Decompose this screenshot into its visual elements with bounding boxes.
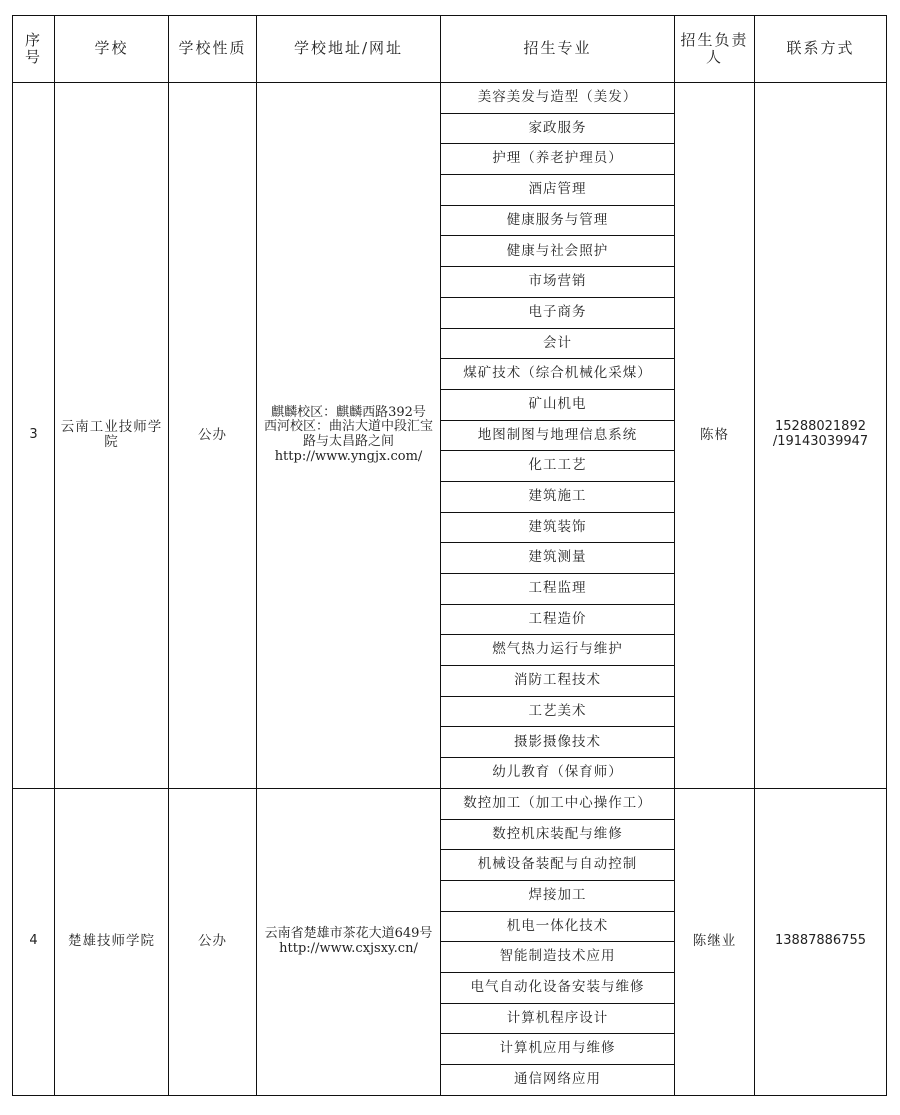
major-cell: 建筑装饰 xyxy=(441,512,675,543)
major-cell: 智能制造技术应用 xyxy=(441,942,675,973)
major-cell: 焊接加工 xyxy=(441,880,675,911)
major-cell: 会计 xyxy=(441,328,675,359)
address-line: 麒麟校区：麒麟西路392号 xyxy=(271,404,426,420)
major-cell: 数控机床装配与维修 xyxy=(441,819,675,850)
header-seq: 序号 xyxy=(13,16,55,83)
major-cell: 摄影摄像技术 xyxy=(441,727,675,758)
major-cell: 通信网络应用 xyxy=(441,1065,675,1096)
major-cell: 健康服务与管理 xyxy=(441,205,675,236)
address-line: http://www.yngjx.com/ xyxy=(274,449,423,465)
major-cell: 建筑施工 xyxy=(441,481,675,512)
major-cell: 化工工艺 xyxy=(441,451,675,482)
table-body xyxy=(13,83,887,1096)
header-contact: 联系方式 xyxy=(755,16,887,83)
school-cell: 楚雄技师学院 xyxy=(55,788,169,1095)
phone-line: 15288021892 xyxy=(775,419,866,435)
major-cell: 矿山机电 xyxy=(441,389,675,420)
address-line: http://www.cxjsxy.cn/ xyxy=(279,940,418,956)
address-cell xyxy=(257,83,441,789)
major-cell: 消防工程技术 xyxy=(441,666,675,697)
major-cell: 电子商务 xyxy=(441,297,675,328)
header-nature: 学校性质 xyxy=(169,16,257,83)
seq-cell: 4 xyxy=(13,788,55,1095)
phone-line: 13887886755 xyxy=(775,933,866,949)
header-address: 学校地址/网址 xyxy=(257,16,441,83)
major-cell: 电气自动化设备安装与维修 xyxy=(441,972,675,1003)
seq-cell: 3 xyxy=(13,83,55,789)
major-cell: 护理（养老护理员） xyxy=(441,144,675,175)
major-cell: 美容美发与造型（美发） xyxy=(441,83,675,114)
major-cell: 工程监理 xyxy=(441,574,675,605)
major-cell: 燃气热力运行与维护 xyxy=(441,635,675,666)
header-school: 学校 xyxy=(55,16,169,83)
major-cell: 地图制图与地理信息系统 xyxy=(441,420,675,451)
address-cell xyxy=(257,788,441,1095)
major-cell: 计算机应用与维修 xyxy=(441,1034,675,1065)
header-majors: 招生专业 xyxy=(441,16,675,83)
major-cell: 数控加工（加工中心操作工） xyxy=(441,788,675,819)
major-cell: 工艺美术 xyxy=(441,696,675,727)
enrollment-table xyxy=(12,15,887,1096)
header-contact-person: 招生负责人 xyxy=(675,16,755,83)
header-row xyxy=(13,16,887,83)
major-cell: 机电一体化技术 xyxy=(441,911,675,942)
major-cell: 煤矿技术（综合机械化采煤） xyxy=(441,359,675,390)
major-cell: 工程造价 xyxy=(441,604,675,635)
school-cell: 云南工业技师学院 xyxy=(55,83,169,789)
major-cell: 家政服务 xyxy=(441,113,675,144)
major-cell: 酒店管理 xyxy=(441,175,675,206)
contact-person-cell: 陈格 xyxy=(675,83,755,789)
table-row xyxy=(13,788,887,819)
address-line: 云南省楚雄市茶花大道649号 xyxy=(264,925,433,941)
phone-line: /19143039947 xyxy=(772,434,869,450)
table-row xyxy=(13,83,887,114)
contact-person-cell: 陈继业 xyxy=(675,788,755,1095)
major-cell: 机械设备装配与自动控制 xyxy=(441,850,675,881)
phone-cell xyxy=(755,788,887,1095)
phone-cell xyxy=(755,83,887,789)
major-cell: 幼儿教育（保育师） xyxy=(441,758,675,789)
major-cell: 市场营销 xyxy=(441,267,675,298)
major-cell: 建筑测量 xyxy=(441,543,675,574)
major-cell: 健康与社会照护 xyxy=(441,236,675,267)
major-cell: 计算机程序设计 xyxy=(441,1003,675,1034)
address-line: 西河校区：曲沾大道中段汇宝路与太昌路之间 xyxy=(263,419,433,450)
nature-cell: 公办 xyxy=(169,83,257,789)
nature-cell: 公办 xyxy=(169,788,257,1095)
